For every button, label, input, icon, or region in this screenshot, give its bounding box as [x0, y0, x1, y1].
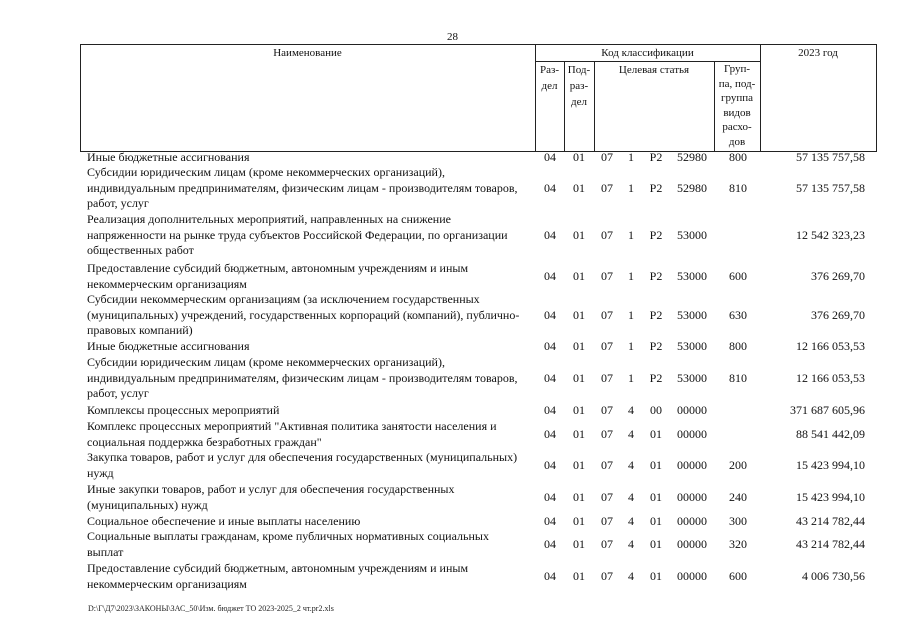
- row-group: 800: [729, 339, 747, 353]
- row-target-direction: Р2: [649, 180, 663, 195]
- row-amount: 43 214 782,44: [796, 514, 865, 528]
- row-target-program: 07: [601, 490, 613, 504]
- row-target-direction: Р2: [649, 370, 663, 385]
- row-target-code: 53000: [677, 339, 707, 353]
- row-target-code: 00000: [677, 458, 707, 472]
- row-razdel: 04: [544, 307, 556, 322]
- row-target-code: 00000: [677, 569, 707, 583]
- row-razdel: 04: [544, 458, 556, 472]
- row-amount: 12 542 323,23: [796, 227, 865, 242]
- row-group: 630: [729, 307, 747, 322]
- row-name: Иные закупки товаров, работ и услуг для обеспечения государственных (муниципальных) нужд: [87, 482, 455, 512]
- row-target-code: 00000: [677, 427, 707, 441]
- row-target-subprogram: 4: [628, 514, 634, 528]
- row-target-direction: 01: [650, 537, 662, 551]
- row-podrazdel: 01: [573, 180, 585, 195]
- row-target-direction: 01: [650, 490, 662, 504]
- row-target-code: 00000: [677, 514, 707, 528]
- row-razdel: 04: [544, 150, 556, 164]
- row-target-program: 07: [601, 458, 613, 472]
- row-target-program: 07: [601, 339, 613, 353]
- row-razdel: 04: [544, 339, 556, 353]
- row-target-program: 07: [601, 269, 613, 283]
- row-group: 800: [729, 150, 747, 164]
- row-target-program: 07: [601, 514, 613, 528]
- row-target-direction: 01: [650, 569, 662, 583]
- row-razdel: 04: [544, 569, 556, 583]
- row-podrazdel: 01: [573, 307, 585, 322]
- row-razdel: 04: [544, 490, 556, 504]
- row-target-program: 07: [601, 227, 613, 242]
- row-amount: 12 166 053,53: [796, 339, 865, 353]
- footer-file-path: D:\Г\Д7\2023\ЗАКОНЫ\ЗАС_50\Изм. бюджет ТО 2023-2025_2 чт.pr2.xls: [88, 604, 334, 613]
- row-group: 600: [729, 569, 747, 583]
- row-group: 810: [729, 370, 747, 385]
- row-target-code: 53000: [677, 269, 707, 283]
- row-amount: 15 423 994,10: [796, 458, 865, 472]
- row-target-program: 07: [601, 569, 613, 583]
- row-name: Предоставление субсидий бюджетным, автономным учреждениям и иным некоммерческим организациям: [87, 561, 469, 591]
- row-target-program: 07: [601, 180, 613, 195]
- row-target-program: 07: [601, 537, 613, 551]
- row-target-direction: Р2: [649, 150, 663, 164]
- row-group: 810: [729, 180, 747, 195]
- row-razdel: 04: [544, 269, 556, 283]
- row-name: Реализация дополнительных мероприятий, направленных на снижение напряженности на рынке труда субъектов Российской Федерации, по организации общественных работ: [87, 212, 508, 258]
- row-target-program: 07: [601, 307, 613, 322]
- row-target-code: 00000: [677, 403, 707, 417]
- row-razdel: 04: [544, 370, 556, 385]
- row-target-code: 53000: [677, 307, 707, 322]
- row-group: 320: [729, 537, 747, 551]
- row-razdel: 04: [544, 180, 556, 195]
- row-target-subprogram: 4: [628, 537, 634, 551]
- header-target: Целевая статья: [618, 64, 690, 76]
- row-target-program: 07: [601, 150, 613, 164]
- row-target-subprogram: 1: [628, 269, 634, 283]
- page-number: 28: [447, 31, 458, 43]
- row-group: 300: [729, 514, 747, 528]
- row-target-subprogram: 4: [628, 403, 634, 417]
- row-name: Субсидии некоммерческим организациям (за исключением государственных (муниципальных) учреждений, государственных корпораций (компаний), публично- правовых компаний): [87, 292, 520, 338]
- row-amount: 43 214 782,44: [796, 537, 865, 551]
- row-amount: 371 687 605,96: [790, 403, 865, 417]
- header-podrazdel: Под- раз- дел: [567, 64, 591, 108]
- row-name: Закупка товаров, работ и услуг для обеспечения государственных (муниципальных) нужд: [87, 450, 518, 480]
- row-target-subprogram: 1: [628, 307, 634, 322]
- row-amount: 376 269,70: [811, 269, 865, 283]
- row-amount: 4 006 730,56: [802, 569, 865, 583]
- header-razdel: Раз- дел: [539, 64, 559, 92]
- row-target-direction: 01: [650, 514, 662, 528]
- row-podrazdel: 01: [573, 537, 585, 551]
- row-razdel: 04: [544, 427, 556, 441]
- row-target-code: 53000: [677, 370, 707, 385]
- row-target-code: 53000: [677, 227, 707, 242]
- row-target-code: 00000: [677, 537, 707, 551]
- row-group: 200: [729, 458, 747, 472]
- row-podrazdel: 01: [573, 427, 585, 441]
- row-target-code: 52980: [677, 150, 707, 164]
- row-podrazdel: 01: [573, 370, 585, 385]
- row-name: Субсидии юридическим лицам (кроме некоммерческих организаций), индивидуальным предпринимателям, физическим лицам - производителям товаров, работ, услуг: [87, 355, 518, 401]
- row-target-subprogram: 4: [628, 427, 634, 441]
- row-podrazdel: 01: [573, 227, 585, 242]
- row-podrazdel: 01: [573, 339, 585, 353]
- row-target-code: 52980: [677, 180, 707, 195]
- row-target-direction: Р2: [649, 307, 663, 322]
- row-target-subprogram: 4: [628, 569, 634, 583]
- row-target-subprogram: 1: [628, 370, 634, 385]
- row-target-subprogram: 1: [628, 227, 634, 242]
- row-group: 600: [729, 269, 747, 283]
- row-amount: 57 135 757,58: [796, 150, 865, 164]
- row-target-direction: Р2: [649, 269, 663, 283]
- row-target-subprogram: 1: [628, 150, 634, 164]
- row-razdel: 04: [544, 514, 556, 528]
- row-target-direction: 01: [650, 427, 662, 441]
- row-name: Социальные выплаты гражданам, кроме публичных нормативных социальных выплат: [87, 529, 489, 559]
- row-podrazdel: 01: [573, 490, 585, 504]
- row-amount: 88 541 442,09: [796, 427, 865, 441]
- row-amount: 12 166 053,53: [796, 370, 865, 385]
- row-name: Социальное обеспечение и иные выплаты населению: [87, 514, 361, 528]
- row-name: Иные бюджетные ассигнования: [87, 150, 250, 164]
- row-name: Комплексы процессных мероприятий: [87, 403, 280, 417]
- row-target-subprogram: 1: [628, 339, 634, 353]
- row-podrazdel: 01: [573, 150, 585, 164]
- row-name: Субсидии юридическим лицам (кроме некоммерческих организаций), индивидуальным предпринимателям, физическим лицам - производителям товаров, работ, услуг: [87, 165, 518, 211]
- row-target-program: 07: [601, 370, 613, 385]
- row-target-code: 00000: [677, 490, 707, 504]
- row-razdel: 04: [544, 537, 556, 551]
- row-group: 240: [729, 490, 747, 504]
- row-podrazdel: 01: [573, 569, 585, 583]
- row-razdel: 04: [544, 227, 556, 242]
- header-year: 2023 год: [798, 47, 838, 59]
- row-name: Комплекс процессных мероприятий "Активная политика занятости населения и социальная поддержка безработных граждан": [87, 419, 497, 449]
- header-code-group: Код классификации: [601, 47, 694, 59]
- row-target-direction: 01: [650, 458, 662, 472]
- row-podrazdel: 01: [573, 514, 585, 528]
- row-podrazdel: 01: [573, 403, 585, 417]
- row-name: Предоставление субсидий бюджетным, автономным учреждениям и иным некоммерческим организациям: [87, 261, 469, 291]
- row-target-subprogram: 4: [628, 490, 634, 504]
- header-group: Груп- па, под- группа видов расхо- дов: [718, 63, 756, 148]
- row-amount: 15 423 994,10: [796, 490, 865, 504]
- row-razdel: 04: [544, 403, 556, 417]
- row-podrazdel: 01: [573, 269, 585, 283]
- row-target-direction: Р2: [649, 339, 663, 353]
- row-target-program: 07: [601, 403, 613, 417]
- row-amount: 57 135 757,58: [796, 180, 865, 195]
- row-target-direction: Р2: [649, 227, 663, 242]
- row-target-subprogram: 1: [628, 180, 634, 195]
- row-target-program: 07: [601, 427, 613, 441]
- row-podrazdel: 01: [573, 458, 585, 472]
- row-amount: 376 269,70: [811, 307, 865, 322]
- row-name: Иные бюджетные ассигнования: [87, 339, 250, 353]
- row-target-direction: 00: [650, 403, 662, 417]
- header-name: Наименование: [273, 47, 342, 59]
- row-target-subprogram: 4: [628, 458, 634, 472]
